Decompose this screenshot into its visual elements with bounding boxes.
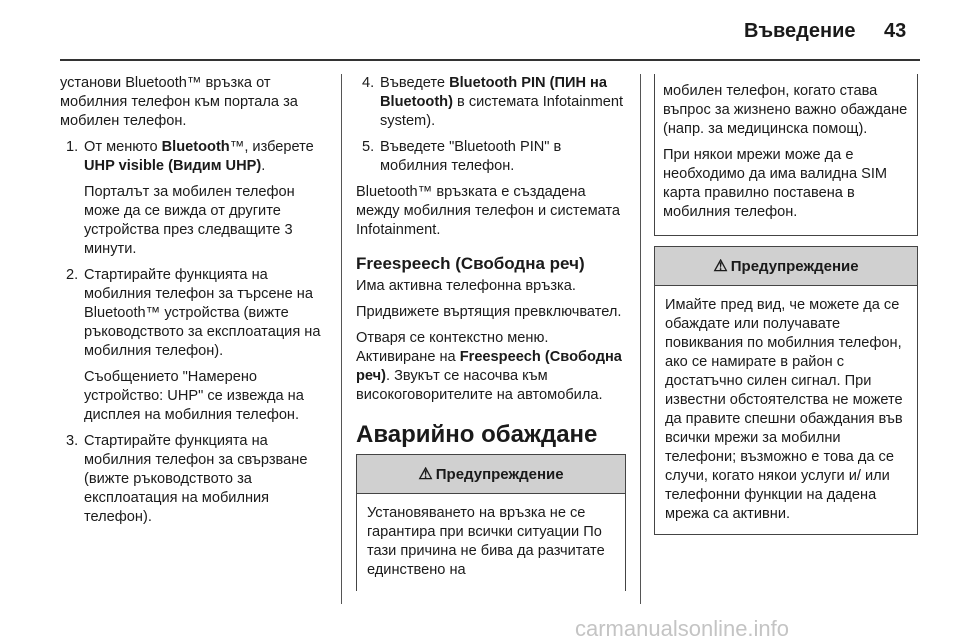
step-5-text: Въведете "Bluetooth PIN" в мобилния телефон. xyxy=(380,139,562,174)
column-1 xyxy=(60,74,332,534)
warning-header xyxy=(357,455,625,494)
active-call-paragraph: Има активна телефонна връзка. xyxy=(356,278,576,294)
step-number: 5. xyxy=(362,139,375,155)
step-1 xyxy=(60,138,332,259)
column-divider-2 xyxy=(640,74,641,604)
step-3 xyxy=(60,432,332,527)
step-3-text: Стартирайте функцията на мобилния телефон за свързване (вижте ръководството за експлоатация на мобилния телефон). xyxy=(84,433,308,525)
intro-paragraph: установи Bluetooth™ връзка от мобилния телефон към портала за мобилен телефон. xyxy=(60,75,298,129)
step-5 xyxy=(356,138,626,176)
rotary-paragraph: Придвижете въртящия превключвател. xyxy=(356,304,622,320)
step-number: 3. xyxy=(66,433,79,449)
watermark: carmanualsonline.info xyxy=(575,616,790,641)
header-rule xyxy=(60,59,920,61)
continued-box xyxy=(654,74,918,236)
step-4 xyxy=(356,74,626,131)
page-header-title: Въведение xyxy=(744,20,856,42)
step-4-text: Въведете Bluetooth PIN (ПИН на Bluetooth) в системата Infotainment system). xyxy=(380,75,624,129)
column-divider-1 xyxy=(341,74,342,604)
step-number: 1. xyxy=(66,139,79,155)
column-2 xyxy=(356,74,626,591)
warning-box xyxy=(356,454,626,591)
step-number: 4. xyxy=(362,75,375,91)
step-1-note: Порталът за мобилен телефон може да се вижда от другите устройства през следващите 3 минути. xyxy=(84,184,295,257)
warning-title: Предупреждение xyxy=(730,257,859,275)
warning-body: Имайте пред вид, че можете да се обаждате или получавате повиквания по мобилния телефон, ако се намирате в район с достатъчно силен сигнал. При известни обстоятелства не можете да правите спешни обаждания във всички мрежи за мобилни телефони; възможно е това да се случи, когато някои услуги и/ или телефонни функции на дадена мрежа са активни. xyxy=(665,297,903,522)
page-number: 43 xyxy=(884,20,907,42)
connected-paragraph: Bluetooth™ връзката е създадена между мобилния телефон и системата Infotainment. xyxy=(356,184,621,238)
step-2 xyxy=(60,266,332,425)
step-number: 2. xyxy=(66,267,79,283)
warning-triangle-icon: ⚠ xyxy=(418,465,433,483)
step-2-note: Съобщението "Намерено устройство: UHP" се извежда на дисплея на мобилния телефон. xyxy=(84,369,304,423)
warning-box-2 xyxy=(654,246,918,535)
column-3 xyxy=(654,74,918,535)
step-2-text: Стартирайте функцията на мобилния телефон за търсене на Bluetooth™ устройства (вижте ръководството за експлоатация на мобилния телефон). xyxy=(84,267,321,359)
warning-body: Установяването на връзка не се гарантира при всички ситуации По тази причина не бива да разчитате единствено на xyxy=(367,505,605,578)
freespeech-heading: Freespeech (Свободна реч) xyxy=(356,254,585,273)
warning-header xyxy=(655,247,917,286)
step-1-text: От менюто Bluetooth™, изберете UHP visible (Видим UHP). xyxy=(84,139,314,174)
warning-title: Предупреждение xyxy=(435,465,564,483)
continued-text: мобилен телефон, когато става въпрос за жизнено важно обаждане (напр. за медицинска помощ). xyxy=(663,83,908,137)
warning-triangle-icon: ⚠ xyxy=(713,257,728,275)
activate-paragraph: Отваря се контекстно меню. Активиране на Freespeech (Свободна реч). Звукът се насочва към високоговорителите на автомобила. xyxy=(356,330,622,403)
sim-card-note: При някои мрежи може да е необходимо да има валидна SIM карта правилно поставена в мобилния телефон. xyxy=(663,147,888,220)
emergency-heading: Аварийно обаждане xyxy=(356,421,598,448)
